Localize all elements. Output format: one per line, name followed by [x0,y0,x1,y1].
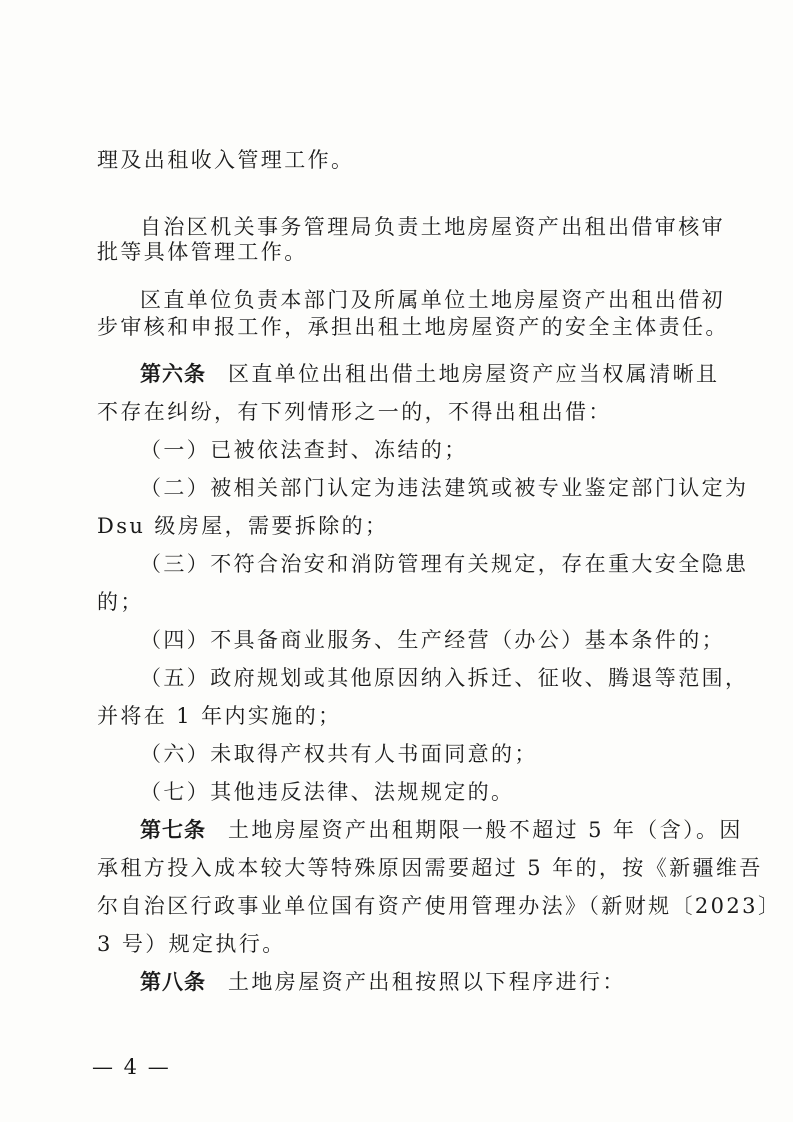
article-eight-heading: 第八条 [140,969,206,994]
text-line: 不存在纠纷，有下列情形之一的，不得出租出借： [97,400,612,424]
article-six-heading: 第六条 [140,361,206,386]
text-line: 批等具体管理工作。 [97,240,308,264]
list-item: （三）不符合治安和消防管理有关规定，存在重大安全隐患 [140,552,749,576]
text-line: 3 号）规定执行。 [97,932,286,956]
text-line: 区直单位负责本部门及所属单位土地房屋资产出租出借初 [140,288,725,312]
page-number: — 4 — [92,1055,171,1079]
list-item: （六）未取得产权共有人书面同意的； [140,742,538,766]
article-seven-line [140,815,793,845]
text-line: 土地房屋资产出租期限一般不超过 5 年（含）。因 [228,818,743,842]
list-item: （一）已被依法查封、冻结的； [140,438,468,462]
list-item: （七）其他违反法律、法规规定的。 [140,780,515,804]
text-line: 土地房屋资产出租按照以下程序进行： [228,970,626,994]
article-six-line [140,359,793,389]
list-item: （四）不具备商业服务、生产经营（办公）基本条件的； [140,628,725,652]
text-line: 尔自治区行政事业单位国有资产使用管理办法》（新财规〔2023〕 [97,894,782,918]
article-eight-line [140,967,793,997]
article-seven-heading: 第七条 [140,817,206,842]
text-line: 理及出租收入管理工作。 [97,148,355,172]
text-line: 区直单位出租出借土地房屋资产应当权属清晰且 [228,362,720,386]
text-line: 并将在 1 年内实施的； [97,704,342,728]
text-line: 的； [97,590,144,614]
text-line: Dsu 级房屋，需要拆除的； [97,514,389,538]
text-line: 承租方投入成本较大等特殊原因需要超过 5 年的，按《新疆维吾 [97,856,763,880]
text-line: 步审核和申报工作，承担出租土地房屋资产的安全主体责任。 [97,315,729,339]
list-item: （二）被相关部门认定为违法建筑或被专业鉴定部门认定为 [140,476,749,500]
text-line: 自治区机关事务管理局负责土地房屋资产出租出借审核审 [140,215,725,239]
list-item: （五）政府规划或其他原因纳入拆迁、征收、腾退等范围， [140,666,749,690]
